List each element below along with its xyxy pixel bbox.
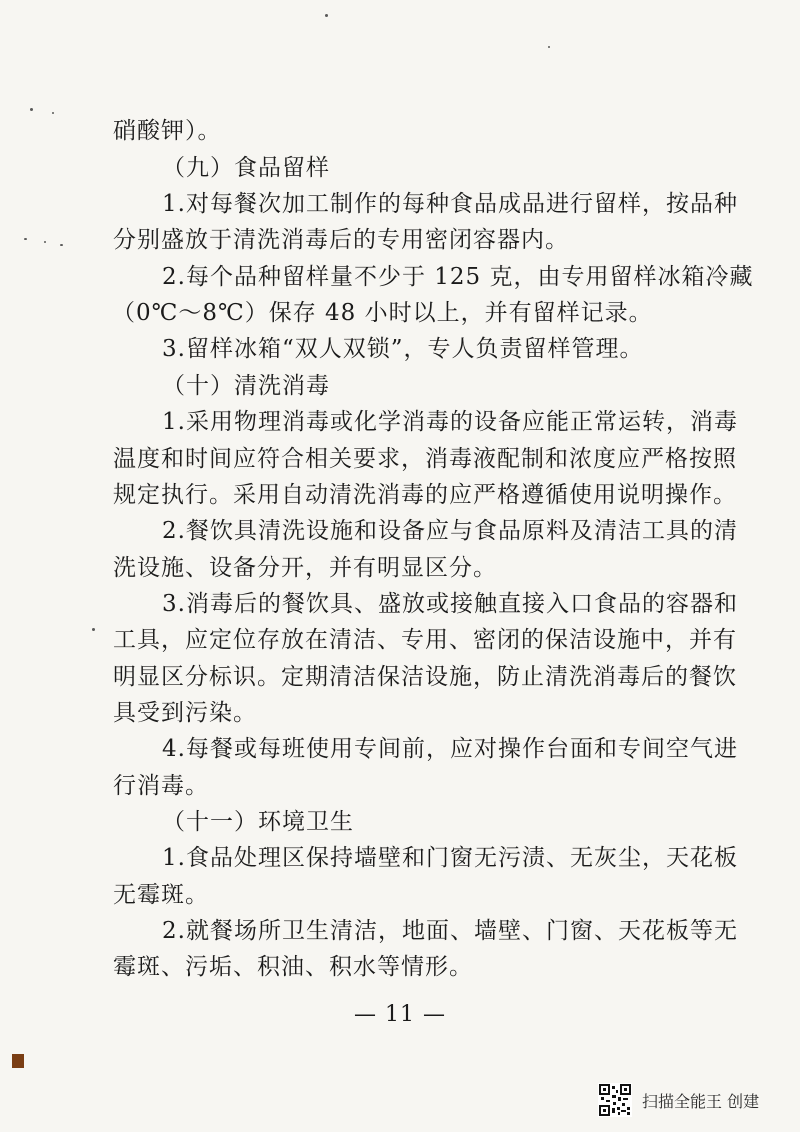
scanner-watermark — [598, 1082, 759, 1118]
text-line: 明显区分标识。定期清洁保洁设施，防止清洗消毒后的餐饮 — [113, 664, 737, 690]
section-heading: （九）食品留样 — [162, 155, 330, 181]
scan-speckle — [44, 241, 46, 243]
text-line: 1.食品处理区保持墙壁和门窗无污渍、无灰尘，天花板 — [162, 845, 738, 871]
section-heading: （十）清洗消毒 — [162, 373, 330, 399]
scan-corner-mark — [12, 1054, 24, 1068]
text-line: 2.每个品种留样量不少于 125 克，由专用留样冰箱冷藏 — [162, 264, 754, 290]
scan-speckle — [325, 14, 328, 17]
text-line: 霉斑、污垢、积油、积水等情形。 — [113, 954, 473, 980]
text-line: 2.就餐场所卫生清洁，地面、墙壁、门窗、天花板等无 — [162, 918, 738, 944]
scan-speckle — [24, 238, 27, 240]
text-line: 行消毒。 — [113, 773, 209, 799]
section-heading: （十一）环境卫生 — [162, 809, 354, 835]
text-line: 洗设施、设备分开，并有明显区分。 — [113, 555, 497, 581]
text-line: 3.留样冰箱“双人双锁”，专人负责留样管理。 — [162, 336, 644, 362]
scan-speckle — [30, 108, 33, 111]
text-line: 2.餐饮具清洗设施和设备应与食品原料及清洁工具的清 — [162, 518, 738, 544]
scan-speckle — [52, 112, 54, 114]
text-line: 1.采用物理消毒或化学消毒的设备应能正常运转，消毒 — [162, 409, 738, 435]
text-line: 工具，应定位存放在清洁、专用、密闭的保洁设施中，并有 — [113, 627, 737, 653]
page-number: — 11 — — [354, 1002, 446, 1027]
text-line: 具受到污染。 — [113, 700, 257, 726]
text-line: 温度和时间应符合相关要求，消毒液配制和浓度应严格按照 — [113, 446, 737, 472]
text-line: 分别盛放于清洗消毒后的专用密闭容器内。 — [113, 227, 569, 253]
scan-speckle — [60, 244, 63, 246]
scan-speckle — [92, 628, 95, 631]
text-line: （0℃～8℃）保存 48 小时以上，并有留样记录。 — [112, 300, 653, 326]
text-line: 4.每餐或每班使用专间前，应对操作台面和专间空气进 — [162, 736, 738, 762]
text-line: 规定执行。采用自动清洗消毒的应严格遵循使用说明操作。 — [113, 482, 737, 508]
text-line: 1.对每餐次加工制作的每种食品成品进行留样，按品种 — [162, 191, 738, 217]
watermark-label: 扫描全能王 创建 — [642, 1091, 760, 1111]
text-line: 3.消毒后的餐饮具、盛放或接触直接入口食品的容器和 — [162, 591, 738, 617]
qr-code-icon — [598, 1083, 632, 1117]
text-line: 硝酸钾）。 — [113, 118, 222, 144]
text-line: 无霉斑。 — [113, 882, 209, 908]
scan-speckle — [548, 46, 550, 48]
